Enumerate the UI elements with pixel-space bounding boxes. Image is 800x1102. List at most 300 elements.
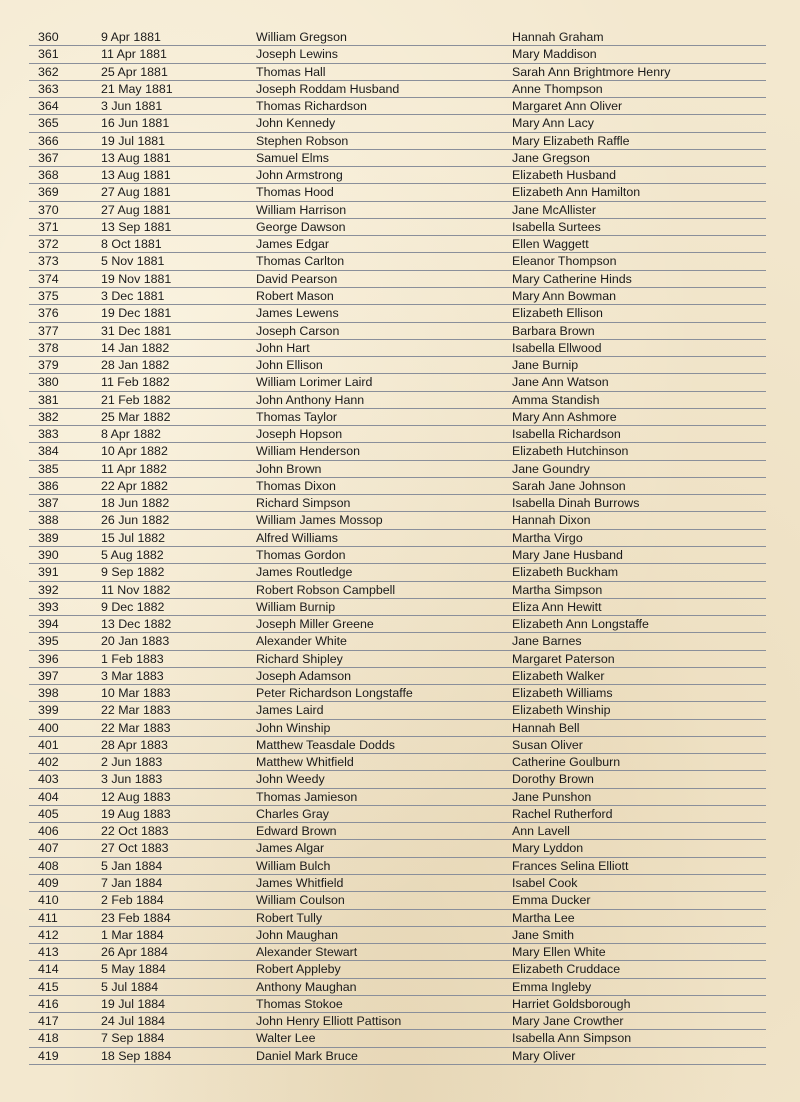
groom-name: John Ellison <box>256 358 323 373</box>
marriage-date: 28 Apr 1883 <box>101 737 168 752</box>
table-row <box>0 409 800 426</box>
marriage-date: 19 Aug 1883 <box>101 806 171 821</box>
table-row <box>0 754 800 771</box>
table-row <box>0 115 800 132</box>
entry-number: 384 <box>38 444 59 459</box>
groom-name: Matthew Whitfield <box>256 755 354 770</box>
entry-number: 399 <box>38 703 59 718</box>
marriage-date: 20 Jan 1883 <box>101 634 170 649</box>
bride-name: Mary Oliver <box>512 1048 576 1063</box>
bride-name: Susan Oliver <box>512 737 583 752</box>
entry-number: 364 <box>38 99 59 114</box>
entry-number: 373 <box>38 254 59 269</box>
table-row <box>0 323 800 340</box>
entry-number: 395 <box>38 634 59 649</box>
table-row <box>0 288 800 305</box>
groom-name: William Gregson <box>256 30 347 44</box>
table-row <box>0 892 800 909</box>
bride-name: Rachel Rutherford <box>512 806 613 821</box>
bride-name: Isabella Ann Simpson <box>512 1031 632 1046</box>
table-row <box>0 599 800 616</box>
table-row <box>0 582 800 599</box>
marriage-date: 2 Jun 1883 <box>101 755 163 770</box>
bride-name: Barbara Brown <box>512 323 595 338</box>
table-row <box>0 823 800 840</box>
bride-name: Ellen Waggett <box>512 237 589 252</box>
entry-number: 417 <box>38 1014 59 1029</box>
table-row <box>0 167 800 184</box>
entry-number: 414 <box>38 962 59 977</box>
table-row <box>0 253 800 270</box>
marriage-date: 5 Jul 1884 <box>101 979 159 994</box>
marriage-date: 13 Dec 1882 <box>101 617 172 632</box>
marriage-date: 7 Jan 1884 <box>101 876 163 891</box>
entry-number: 389 <box>38 530 59 545</box>
marriage-date: 13 Aug 1881 <box>101 168 171 183</box>
entry-number: 391 <box>38 565 59 580</box>
entry-number: 380 <box>38 375 59 390</box>
bride-name: Martha Lee <box>512 910 575 925</box>
bride-name: Hannah Dixon <box>512 513 591 528</box>
groom-name: John Hart <box>256 340 310 355</box>
marriage-date: 22 Apr 1882 <box>101 478 168 493</box>
bride-name: Elizabeth Walker <box>512 668 605 683</box>
entry-number: 372 <box>38 237 59 252</box>
table-row <box>0 236 800 253</box>
table-row <box>0 340 800 357</box>
entry-number: 388 <box>38 513 59 528</box>
groom-name: Thomas Hood <box>256 185 334 200</box>
bride-name: Mary Ellen White <box>512 945 606 960</box>
marriage-date: 21 Feb 1882 <box>101 392 171 407</box>
marriage-date: 8 Apr 1882 <box>101 427 161 442</box>
entry-number: 370 <box>38 202 59 217</box>
table-row <box>0 461 800 478</box>
marriage-date: 11 Feb 1882 <box>101 375 170 390</box>
bride-name: Mary Maddison <box>512 47 597 62</box>
table-row <box>0 271 800 288</box>
bride-name: Elizabeth Ellison <box>512 306 603 321</box>
bride-name: Ann Lavell <box>512 824 570 839</box>
bride-name: Margaret Paterson <box>512 651 615 666</box>
table-row <box>0 64 800 81</box>
groom-name: John Henry Elliott Pattison <box>256 1014 402 1029</box>
table-row <box>0 806 800 823</box>
entry-number: 400 <box>38 720 59 735</box>
marriage-date: 16 Jun 1881 <box>101 116 170 131</box>
table-row <box>0 944 800 961</box>
bride-name: Dorothy Brown <box>512 772 594 787</box>
groom-name: Robert Mason <box>256 288 334 303</box>
marriage-date: 14 Jan 1882 <box>101 340 170 355</box>
marriage-date: 8 Oct 1881 <box>101 237 162 252</box>
table-row <box>0 150 800 167</box>
marriage-date: 23 Feb 1884 <box>101 910 171 925</box>
marriage-date: 3 Mar 1883 <box>101 668 164 683</box>
marriage-date: 9 Dec 1882 <box>101 599 165 614</box>
table-row <box>0 996 800 1013</box>
entry-number: 366 <box>38 133 59 148</box>
table-row <box>0 443 800 460</box>
groom-name: David Pearson <box>256 271 338 286</box>
bride-name: Mary Ann Bowman <box>512 288 616 303</box>
entry-number: 377 <box>38 323 59 338</box>
groom-name: Daniel Mark Bruce <box>256 1048 358 1063</box>
groom-name: Joseph Lewins <box>256 47 338 62</box>
bride-name: Isabella Richardson <box>512 427 621 442</box>
groom-name: James Laird <box>256 703 324 718</box>
table-row <box>0 1030 800 1047</box>
bride-name: Elizabeth Hutchinson <box>512 444 629 459</box>
entry-number: 398 <box>38 686 59 701</box>
bride-name: Mary Elizabeth Raffle <box>512 133 630 148</box>
table-row <box>0 961 800 978</box>
bride-name: Jane Gregson <box>512 150 590 165</box>
groom-name: Anthony Maughan <box>256 979 357 994</box>
bride-name: Isabel Cook <box>512 876 578 891</box>
marriage-date: 11 Apr 1882 <box>101 461 167 476</box>
marriage-date: 19 Nov 1881 <box>101 271 172 286</box>
groom-name: William Henderson <box>256 444 360 459</box>
marriage-date: 18 Jun 1882 <box>101 496 170 511</box>
bride-name: Sarah Jane Johnson <box>512 478 626 493</box>
table-row <box>0 495 800 512</box>
marriage-date: 19 Dec 1881 <box>101 306 172 321</box>
marriage-date: 27 Oct 1883 <box>101 841 169 856</box>
marriage-date: 18 Sep 1884 <box>101 1048 172 1063</box>
marriage-date: 2 Feb 1884 <box>101 893 164 908</box>
table-row <box>0 184 800 201</box>
groom-name: Stephen Robson <box>256 133 349 148</box>
table-row <box>0 46 800 63</box>
marriage-date: 9 Sep 1882 <box>101 565 165 580</box>
groom-name: Edward Brown <box>256 824 337 839</box>
entry-number: 367 <box>38 150 59 165</box>
marriage-date: 24 Jul 1884 <box>101 1014 166 1029</box>
entry-number: 376 <box>38 306 59 321</box>
groom-name: Matthew Teasdale Dodds <box>256 737 395 752</box>
groom-name: John Brown <box>256 461 322 476</box>
groom-name: James Edgar <box>256 237 330 252</box>
marriage-date: 28 Jan 1882 <box>101 358 170 373</box>
bride-name: Martha Simpson <box>512 582 603 597</box>
groom-name: William Lorimer Laird <box>256 375 373 390</box>
bride-name: Jane Smith <box>512 927 574 942</box>
entry-number: 410 <box>38 893 59 908</box>
table-row <box>0 219 800 236</box>
groom-name: James Lewens <box>256 306 339 321</box>
entry-number: 365 <box>38 116 59 131</box>
table-row <box>0 374 800 391</box>
entry-number: 368 <box>38 168 59 183</box>
bride-name: Jane Punshon <box>512 789 592 804</box>
entry-number: 369 <box>38 185 59 200</box>
groom-name: Robert Tully <box>256 910 323 925</box>
marriage-date: 31 Dec 1881 <box>101 323 172 338</box>
marriage-register-table <box>0 29 800 1065</box>
marriage-date: 19 Jul 1884 <box>101 996 166 1011</box>
marriage-date: 7 Sep 1884 <box>101 1031 165 1046</box>
entry-number: 383 <box>38 427 59 442</box>
marriage-date: 22 Mar 1883 <box>101 703 171 718</box>
entry-number: 381 <box>38 392 59 407</box>
table-row <box>0 685 800 702</box>
entry-number: 408 <box>38 858 59 873</box>
marriage-date: 3 Jun 1881 <box>101 99 163 114</box>
entry-number: 397 <box>38 668 59 683</box>
groom-name: Charles Gray <box>256 806 329 821</box>
entry-number: 382 <box>38 409 59 424</box>
marriage-date: 25 Apr 1881 <box>101 64 168 79</box>
entry-number: 396 <box>38 651 59 666</box>
bride-name: Jane McAllister <box>512 202 597 217</box>
bride-name: Anne Thompson <box>512 81 603 96</box>
bride-name: Mary Jane Husband <box>512 547 623 562</box>
groom-name: Alexander White <box>256 634 347 649</box>
groom-name: William Coulson <box>256 893 345 908</box>
bride-name: Eliza Ann Hewitt <box>512 599 602 614</box>
entry-number: 411 <box>38 910 58 925</box>
entry-number: 385 <box>38 461 59 476</box>
marriage-date: 27 Aug 1881 <box>101 202 171 217</box>
marriage-date: 25 Mar 1882 <box>101 409 171 424</box>
groom-name: Joseph Roddam Husband <box>256 81 400 96</box>
groom-name: John Armstrong <box>256 168 343 183</box>
groom-name: William James Mossop <box>256 513 383 528</box>
table-row <box>0 98 800 115</box>
entry-number: 412 <box>38 927 59 942</box>
bride-name: Isabella Dinah Burrows <box>512 496 640 511</box>
bride-name: Elizabeth Husband <box>512 168 617 183</box>
marriage-date: 5 Nov 1881 <box>101 254 165 269</box>
groom-name: Richard Shipley <box>256 651 343 666</box>
entry-number: 413 <box>38 945 59 960</box>
marriage-date: 1 Mar 1884 <box>101 927 164 942</box>
groom-name: Thomas Stokoe <box>256 996 343 1011</box>
bride-name: Jane Burnip <box>512 358 579 373</box>
table-row <box>0 616 800 633</box>
table-row <box>0 789 800 806</box>
marriage-date: 13 Sep 1881 <box>101 219 172 234</box>
table-row <box>0 478 800 495</box>
bride-name: Hannah Bell <box>512 720 580 735</box>
bride-name: Amma Standish <box>512 392 600 407</box>
bride-name: Isabella Ellwood <box>512 340 602 355</box>
bride-name: Eleanor Thompson <box>512 254 617 269</box>
marriage-date: 5 Jan 1884 <box>101 858 163 873</box>
entry-number: 362 <box>38 64 59 79</box>
entry-number: 363 <box>38 81 59 96</box>
bride-name: Frances Selina Elliott <box>512 858 629 873</box>
table-row <box>0 512 800 529</box>
bride-name: Elizabeth Williams <box>512 686 613 701</box>
groom-name: Thomas Dixon <box>256 478 336 493</box>
groom-name: Peter Richardson Longstaffe <box>256 686 413 701</box>
bride-name: Mary Jane Crowther <box>512 1014 624 1029</box>
marriage-date: 15 Jul 1882 <box>101 530 166 545</box>
marriage-date: 9 Apr 1881 <box>101 30 161 44</box>
entry-number: 371 <box>38 219 59 234</box>
groom-name: Joseph Hopson <box>256 427 343 442</box>
table-row <box>0 737 800 754</box>
entry-number: 401 <box>38 737 59 752</box>
table-row <box>0 702 800 719</box>
groom-name: Robert Robson Campbell <box>256 582 396 597</box>
entry-number: 418 <box>38 1031 59 1046</box>
entry-number: 407 <box>38 841 59 856</box>
entry-number: 406 <box>38 824 59 839</box>
groom-name: Thomas Hall <box>256 64 326 79</box>
groom-name: Thomas Jamieson <box>256 789 358 804</box>
entry-number: 378 <box>38 340 59 355</box>
entry-number: 393 <box>38 599 59 614</box>
entry-number: 394 <box>38 617 59 632</box>
entry-number: 387 <box>38 496 59 511</box>
marriage-date: 1 Feb 1883 <box>101 651 164 666</box>
bride-name: Emma Ingleby <box>512 979 592 994</box>
bride-name: Jane Goundry <box>512 461 590 476</box>
bride-name: Mary Lyddon <box>512 841 584 856</box>
marriage-date: 12 Aug 1883 <box>101 789 171 804</box>
marriage-date: 22 Mar 1883 <box>101 720 171 735</box>
entry-number: 386 <box>38 478 59 493</box>
table-row <box>0 910 800 927</box>
table-row <box>0 202 800 219</box>
table-row <box>0 357 800 374</box>
entry-number: 404 <box>38 789 59 804</box>
marriage-date: 19 Jul 1881 <box>101 133 166 148</box>
table-row <box>0 530 800 547</box>
bride-name: Martha Virgo <box>512 530 583 545</box>
entry-number: 405 <box>38 806 59 821</box>
entry-number: 374 <box>38 271 59 286</box>
table-row <box>0 651 800 668</box>
table-row <box>0 668 800 685</box>
marriage-date: 26 Apr 1884 <box>101 945 168 960</box>
groom-name: Alexander Stewart <box>256 945 358 960</box>
groom-name: John Winship <box>256 720 331 735</box>
table-row <box>0 305 800 322</box>
marriage-date: 11 Apr 1881 <box>101 47 167 62</box>
marriage-date: 26 Jun 1882 <box>101 513 170 528</box>
marriage-date: 11 Nov 1882 <box>101 582 171 597</box>
marriage-date: 10 Mar 1883 <box>101 686 171 701</box>
table-row <box>0 1048 800 1065</box>
table-row <box>0 771 800 788</box>
bride-name: Jane Ann Watson <box>512 375 609 390</box>
groom-name: John Kennedy <box>256 116 336 131</box>
groom-name: Thomas Taylor <box>256 409 338 424</box>
table-row <box>0 426 800 443</box>
bride-name: Elizabeth Winship <box>512 703 611 718</box>
table-row <box>0 979 800 996</box>
bride-name: Harriet Goldsborough <box>512 996 631 1011</box>
groom-name: Thomas Gordon <box>256 547 346 562</box>
bride-name: Mary Ann Ashmore <box>512 409 617 424</box>
bride-name: Mary Catherine Hinds <box>512 271 632 286</box>
groom-name: William Burnip <box>256 599 336 614</box>
table-row <box>0 927 800 944</box>
bride-name: Elizabeth Ann Hamilton <box>512 185 641 200</box>
table-row <box>0 633 800 650</box>
bride-name: Elizabeth Buckham <box>512 565 619 580</box>
groom-name: James Algar <box>256 841 325 856</box>
groom-name: William Bulch <box>256 858 331 873</box>
bride-name: Sarah Ann Brightmore Henry <box>512 64 671 79</box>
marriage-date: 13 Aug 1881 <box>101 150 171 165</box>
table-row <box>0 1013 800 1030</box>
groom-name: Walter Lee <box>256 1031 316 1046</box>
table-row <box>0 875 800 892</box>
bride-name: Mary Ann Lacy <box>512 116 594 131</box>
groom-name: John Weedy <box>256 772 325 787</box>
entry-number: 415 <box>38 979 59 994</box>
entry-number: 409 <box>38 876 59 891</box>
entry-number: 416 <box>38 996 59 1011</box>
groom-name: John Anthony Hann <box>256 392 365 407</box>
groom-name: Richard Simpson <box>256 496 351 511</box>
bride-name: Elizabeth Cruddace <box>512 962 621 977</box>
table-row <box>0 858 800 875</box>
entry-number: 392 <box>38 582 59 597</box>
table-row <box>0 133 800 150</box>
groom-name: Samuel Elms <box>256 150 329 165</box>
groom-name: Joseph Carson <box>256 323 340 338</box>
bride-name: Isabella Surtees <box>512 219 601 234</box>
table-row <box>0 720 800 737</box>
table-row <box>0 547 800 564</box>
groom-name: Alfred Williams <box>256 530 338 545</box>
groom-name: Thomas Carlton <box>256 254 345 269</box>
marriage-date: 5 May 1884 <box>101 962 166 977</box>
groom-name: Thomas Richardson <box>256 99 367 114</box>
marriage-date: 3 Dec 1881 <box>101 288 165 303</box>
groom-name: James Whitfield <box>256 876 344 891</box>
marriage-date: 3 Jun 1883 <box>101 772 163 787</box>
groom-name: Robert Appleby <box>256 962 341 977</box>
entry-number: 360 <box>38 30 59 44</box>
bride-name: Emma Ducker <box>512 893 591 908</box>
marriage-date: 5 Aug 1882 <box>101 547 164 562</box>
groom-name: Joseph Adamson <box>256 668 352 683</box>
table-row <box>0 840 800 857</box>
groom-name: William Harrison <box>256 202 347 217</box>
bride-name: Jane Barnes <box>512 634 582 649</box>
entry-number: 375 <box>38 288 59 303</box>
bride-name: Hannah Graham <box>512 30 604 44</box>
entry-number: 361 <box>38 47 59 62</box>
marriage-date: 22 Oct 1883 <box>101 824 169 839</box>
entry-number: 379 <box>38 358 59 373</box>
bride-name: Elizabeth Ann Longstaffe <box>512 617 649 632</box>
table-row <box>0 81 800 98</box>
groom-name: Joseph Miller Greene <box>256 617 374 632</box>
entry-number: 402 <box>38 755 59 770</box>
table-row <box>0 564 800 581</box>
groom-name: John Maughan <box>256 927 338 942</box>
table-row <box>0 392 800 409</box>
entry-number: 419 <box>38 1048 59 1063</box>
groom-name: George Dawson <box>256 219 346 234</box>
entry-number: 403 <box>38 772 59 787</box>
bride-name: Catherine Goulburn <box>512 755 621 770</box>
bride-name: Margaret Ann Oliver <box>512 99 623 114</box>
marriage-date: 27 Aug 1881 <box>101 185 171 200</box>
groom-name: James Routledge <box>256 565 353 580</box>
marriage-date: 21 May 1881 <box>101 81 173 96</box>
entry-number: 390 <box>38 547 59 562</box>
table-row <box>0 29 800 46</box>
